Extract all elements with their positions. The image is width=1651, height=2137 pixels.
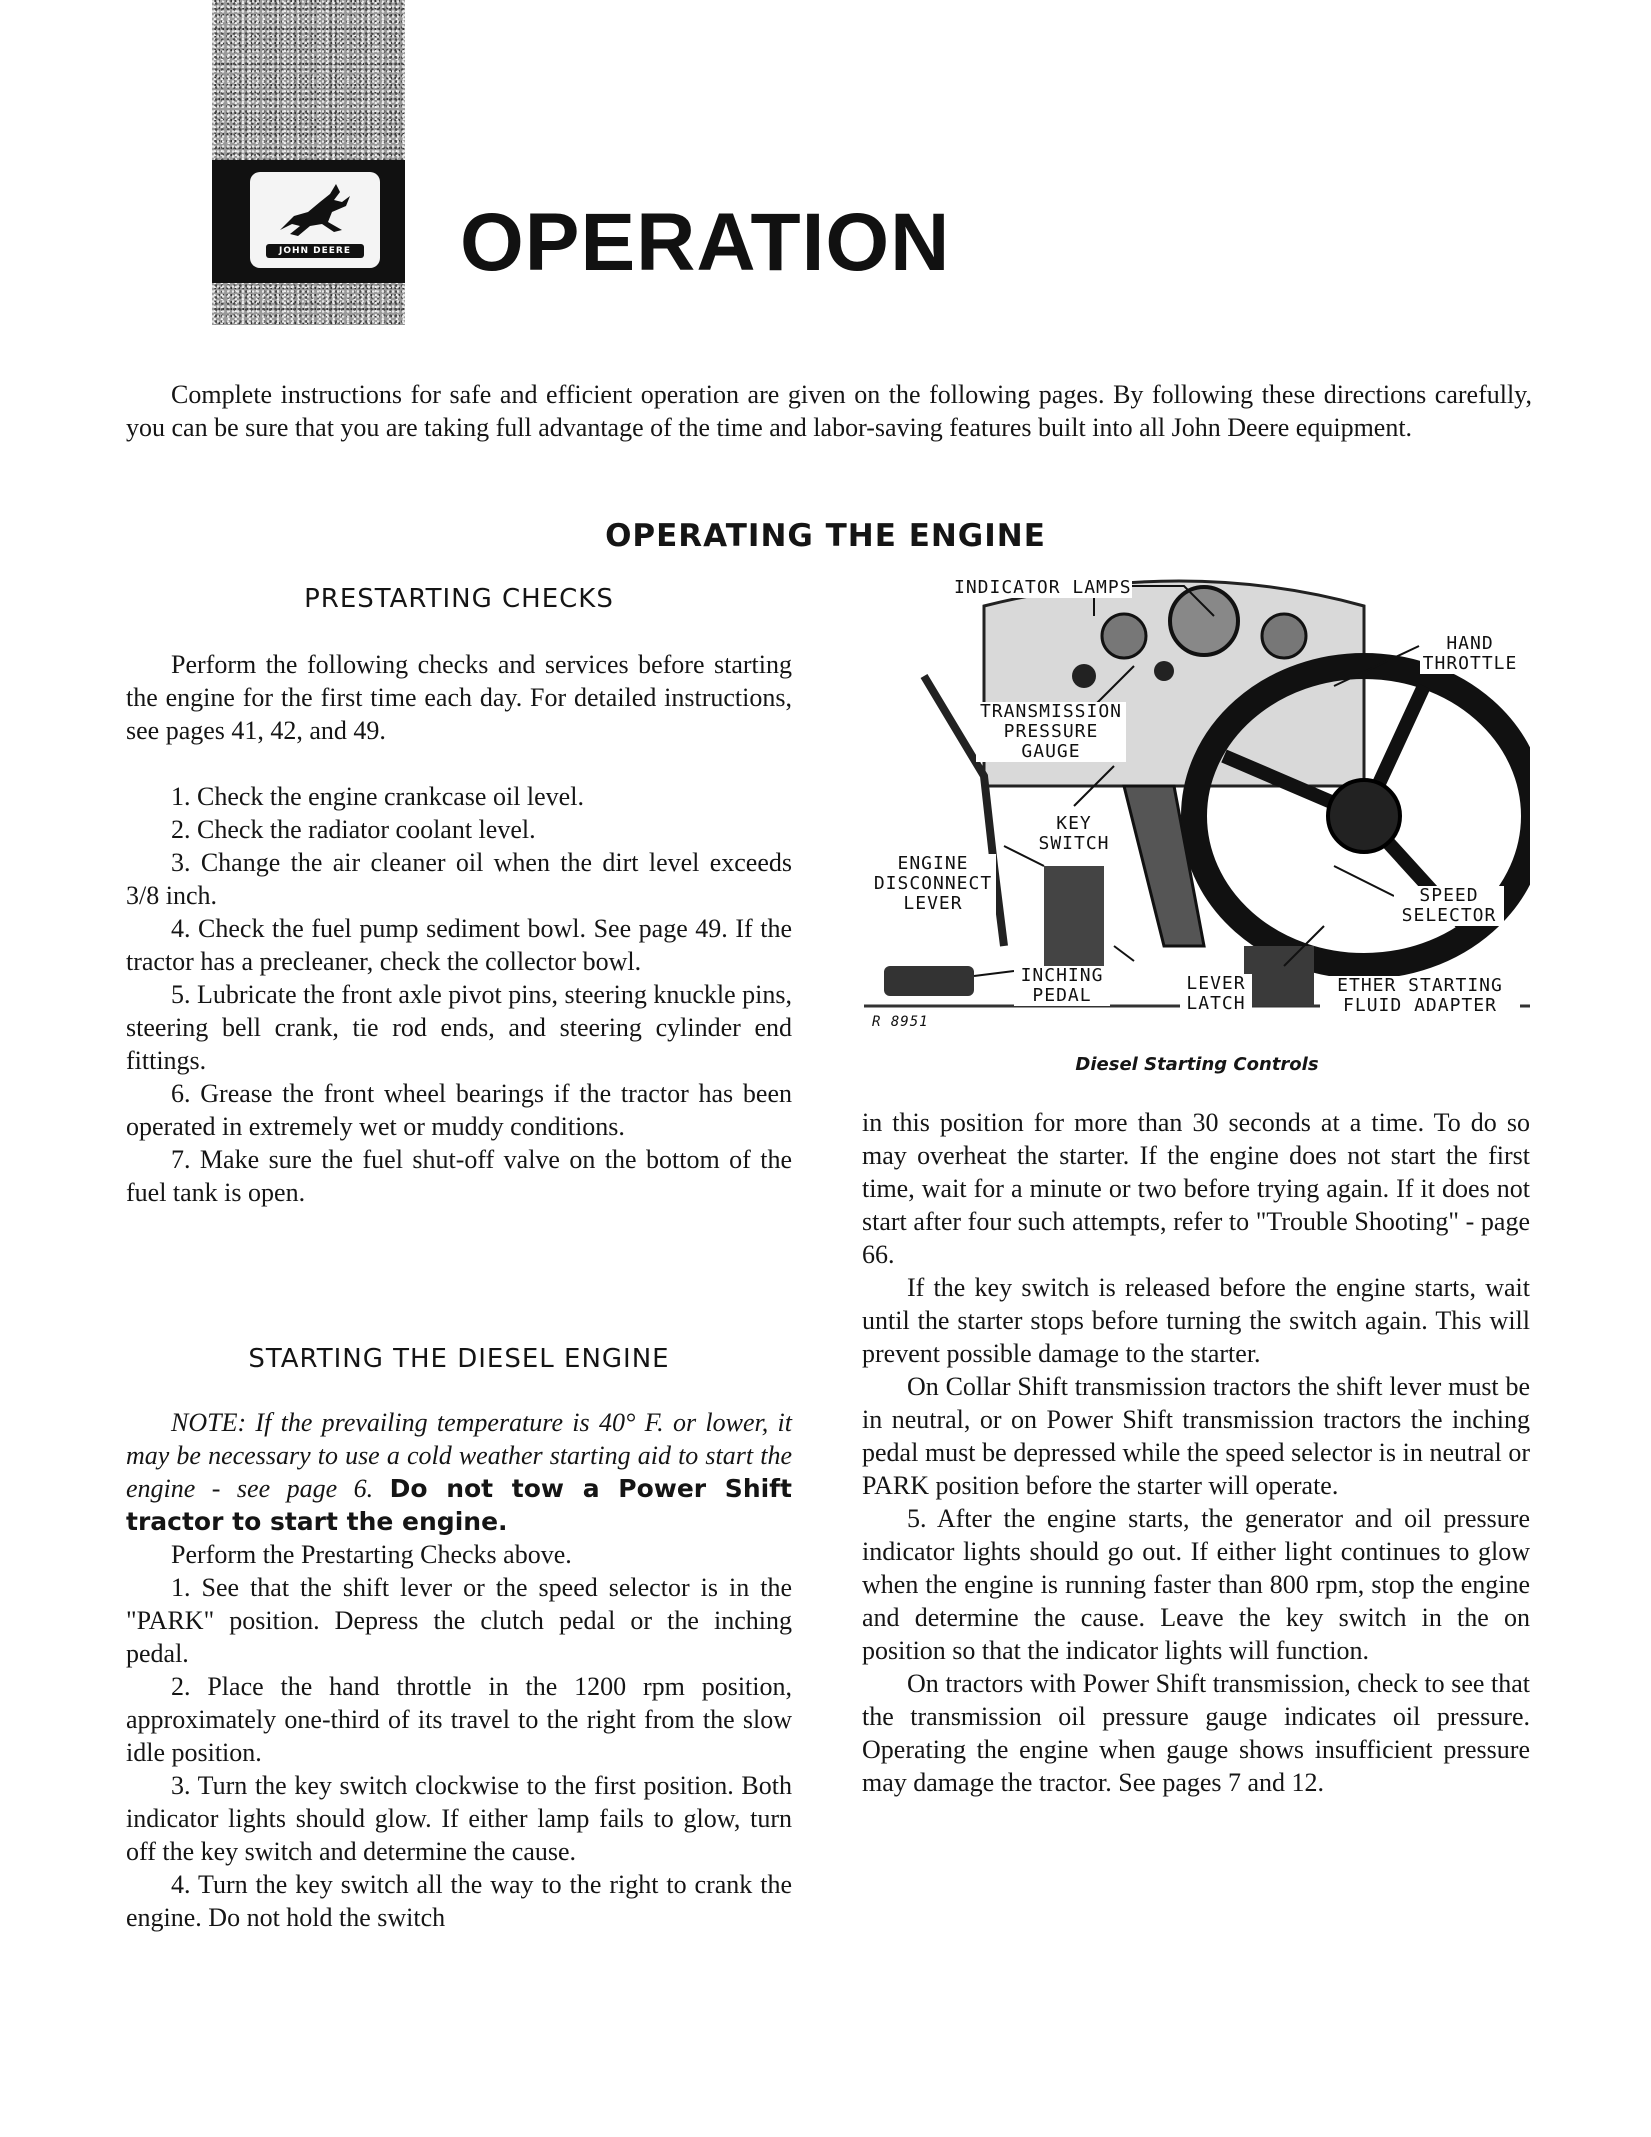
- list-item: 2. Place the hand throttle in the 1200 rpm position, approximately one-third of its travel to the right from the slow idle position.: [126, 1672, 792, 1767]
- label-line: ENGINE: [897, 853, 969, 874]
- diesel-body: [126, 1406, 792, 1934]
- section-title: OPERATING THE ENGINE: [605, 518, 1046, 554]
- list-item: 4. Check the fuel pump sediment bowl. See page 49. If the tractor has a precleaner, check the collector bowl.: [126, 914, 792, 976]
- list-item: 2. Check the radiator coolant level.: [171, 815, 536, 844]
- note-italic: NOTE: If the prevailing temperature is 40° F. or lower, it may be necessary to use a cold weather starting aid to start the engine - see page 6.: [126, 1408, 792, 1503]
- list-item: 6. Grease the front wheel bearings if the tractor has been operated in extremely wet or muddy conditions.: [126, 1079, 792, 1141]
- label-line: PRESSURE: [1003, 721, 1099, 742]
- figure-caption: Diesel Starting Controls: [1075, 1054, 1319, 1075]
- label-lever-latch: [1180, 974, 1252, 1014]
- label-line: SELECTOR: [1401, 905, 1497, 926]
- paragraph: in this position for more than 30 seconds at a time. To do so may overheat the starter. If the engine does not start the first time, wait for a minute or two before trying again. If it does not start after four such attempts, refer to "Trouble Shooting" - page 66.: [862, 1108, 1530, 1269]
- label-transmission-gauge: [976, 702, 1126, 762]
- label-indicator-lamps: INDICATOR LAMPS: [954, 577, 1132, 598]
- label-ether-adapter: [1320, 976, 1520, 1016]
- list-item: 5. After the engine starts, the generator and oil pressure indicator lights should go out. If either light continues to glow when the engine is running faster than 800 rpm, stop the engine and determine the cause. Leave the key switch in the on position so that the indicator lights will function.: [862, 1504, 1530, 1665]
- figure-reference: R 8951: [872, 1014, 929, 1030]
- john-deere-logo: [250, 172, 380, 268]
- intro-paragraph: Complete instructions for safe and efficient operation are given on the following pages. By following these directions carefully, you can be sure that you are taking full advantage of the time and labor-saving features built into all John Deere equipment.: [126, 380, 1532, 442]
- list-item: 1. See that the shift lever or the speed selector is in the "PARK" position. Depress the clutch pedal or the inching pedal.: [126, 1573, 792, 1668]
- label-line: KEY: [1056, 813, 1092, 834]
- label-line: TRANSMISSION: [979, 701, 1123, 722]
- prestarting-lead: Perform the following checks and services before starting the engine for the first time each day. For detailed instructions, see pages 41, 42, and 49.: [126, 650, 792, 745]
- page-title: OPERATION: [460, 197, 951, 288]
- label-line: LEVER: [1186, 973, 1246, 994]
- diesel-heading: STARTING THE DIESEL ENGINE: [248, 1344, 670, 1374]
- label-line: ETHER STARTING: [1337, 975, 1503, 996]
- label-line: GAUGE: [1021, 741, 1081, 762]
- diesel-continued: [862, 1106, 1530, 1799]
- list-item: 1. Check the engine crankcase oil level.: [171, 782, 584, 811]
- label-line: PEDAL: [1032, 985, 1092, 1006]
- label-line: INCHING: [1020, 965, 1104, 986]
- label-line: LATCH: [1186, 993, 1246, 1014]
- label-line: LEVER: [903, 893, 963, 914]
- perform-checks: Perform the Prestarting Checks above.: [171, 1540, 572, 1569]
- list-item: 7. Make sure the fuel shut-off valve on the bottom of the fuel tank is open.: [126, 1145, 792, 1207]
- label-engine-disconnect: [870, 854, 996, 914]
- paragraph: On tractors with Power Shift transmission, check to see that the transmission oil pressure gauge indicates oil pressure. Operating the engine when gauge shows insufficient pressure may damage the tractor. See pages 7 and 12.: [862, 1669, 1530, 1797]
- label-inching-pedal: [1014, 966, 1110, 1006]
- label-line: SPEED: [1419, 885, 1479, 906]
- list-item: 3. Turn the key switch clockwise to the first position. Both indicator lights should glow. If either lamp fails to glow, turn off the key switch and determine the cause.: [126, 1771, 792, 1866]
- prestarting-body: [126, 648, 792, 1209]
- note-warning: Do not tow a Power Shift tractor to start the engine.: [126, 1474, 793, 1536]
- list-item: 4. Turn the key switch all the way to the right to crank the engine. Do not hold the switch: [126, 1870, 792, 1932]
- label-speed-selector: [1394, 886, 1504, 926]
- label-line: FLUID ADAPTER: [1343, 995, 1497, 1016]
- label-line: SWITCH: [1038, 833, 1110, 854]
- paragraph: On Collar Shift transmission tractors the shift lever must be in neutral, or on Power Shift transmission tractors the inching pedal must be depressed while the speed selector is in neutral or PARK position before the starter will operate.: [862, 1372, 1530, 1500]
- label-hand-throttle: [1420, 634, 1520, 674]
- label-line: DISCONNECT: [873, 873, 993, 894]
- starting-controls-figure: [864, 566, 1530, 1031]
- paragraph: If the key switch is released before the engine starts, wait until the starter stops before turning the switch again. This will prevent possible damage to the starter.: [862, 1273, 1530, 1368]
- label-line: HAND: [1446, 633, 1494, 654]
- logo-wordmark: JOHN DEERE: [266, 244, 364, 258]
- list-item: 5. Lubricate the front axle pivot pins, steering knuckle pins, steering bell crank, tie rod ends, and steering cylinder end fittings.: [126, 980, 792, 1075]
- label-line: THROTTLE: [1422, 653, 1518, 674]
- label-key-switch: [1034, 814, 1114, 854]
- prestarting-heading: PRESTARTING CHECKS: [304, 584, 614, 614]
- list-item: 3. Change the air cleaner oil when the dirt level exceeds 3/8 inch.: [126, 848, 792, 910]
- diesel-note: [126, 1406, 792, 1538]
